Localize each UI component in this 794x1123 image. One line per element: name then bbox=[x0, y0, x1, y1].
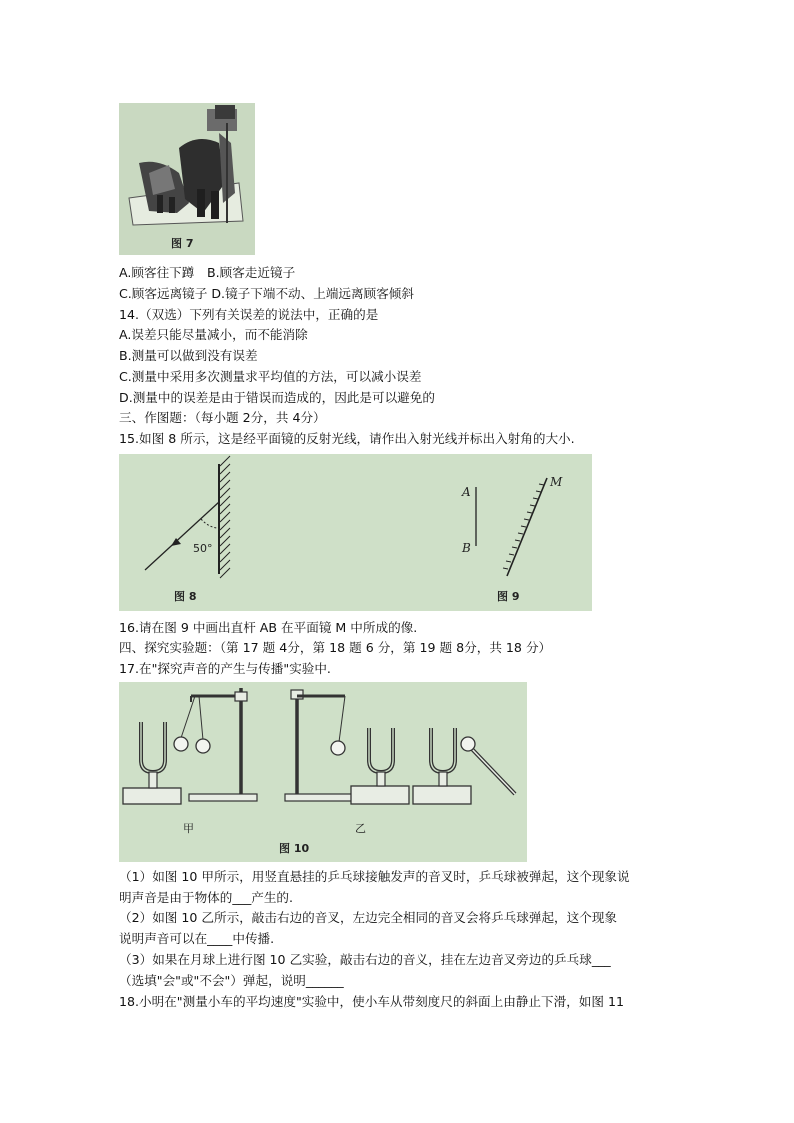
figure-7-caption: 图 7 bbox=[171, 237, 194, 250]
figure-10-label-yi: 乙 bbox=[355, 822, 366, 835]
figure-8-caption: 图 8 bbox=[174, 590, 197, 603]
figure-10-right-stand bbox=[285, 690, 353, 801]
figure-10-left-fork bbox=[123, 722, 181, 804]
figure-8-mirror bbox=[219, 456, 230, 578]
section-3-heading: 三、作图题：（每小题 2分，共 4分） bbox=[119, 410, 326, 425]
q17-part1-line1: （1）如图 10 甲所示，用竖直悬挂的乒乓球接触发声的音叉时，乒乓球被弹起，这个现象说 bbox=[119, 869, 630, 884]
q17-part2-line2: 说明声音可以在____中传播. bbox=[119, 931, 275, 946]
q14-option-b: B.测量可以做到没有误差 bbox=[119, 348, 258, 363]
q17-part3-line2: （选填"会"或"不会"）弹起，说明______ bbox=[119, 973, 344, 988]
figure-9-caption: 图 9 bbox=[497, 590, 520, 603]
figure-10-caption: 图 10 bbox=[279, 842, 310, 855]
q14-option-d: D.测量中的误差是由于错误而造成的，因此是可以避免的 bbox=[119, 390, 435, 405]
q14-option-a: A.误差只能尽量减小，而不能消除 bbox=[119, 327, 308, 342]
figure-8-angle-label: 50° bbox=[193, 542, 213, 555]
figure-10-middle-fork bbox=[351, 728, 409, 804]
q17-part2-line1: （2）如图 10 乙所示，敲击右边的音叉，左边完全相同的音叉会将乒乓球弹起，这个现象 bbox=[119, 910, 618, 925]
q15-stem: 15.如图 8 所示，这是经平面镜的反射光线，请作出入射光线并标出入射角的大小. bbox=[119, 431, 575, 446]
figure-9-label-b: B bbox=[462, 541, 471, 555]
figure-10 bbox=[119, 682, 527, 862]
figure-10-label-jia: 甲 bbox=[183, 822, 194, 835]
figure-7 bbox=[119, 103, 255, 255]
figure-10-left-stand bbox=[174, 688, 257, 801]
figure-8-9 bbox=[119, 454, 592, 611]
section-4-heading: 四、探究实验题：（第 17 题 4分，第 18 题 6 分，第 19 题 8分，共 18 分） bbox=[119, 640, 552, 655]
figure-9-mirror-m bbox=[503, 478, 547, 576]
figure-9-label-a: A bbox=[462, 485, 471, 499]
q14-stem: 14.（双选）下列有关误差的说法中，正确的是 bbox=[119, 307, 379, 322]
figure-9-label-m: M bbox=[550, 475, 563, 489]
q17-part3-line1: （3）如果在月球上进行图 10 乙实验，敲击右边的音义，挂在左边音叉旁边的乒乓球___ bbox=[119, 952, 611, 967]
q14-option-c: C.测量中采用多次测量求平均值的方法，可以减小误差 bbox=[119, 369, 422, 384]
q18-stem: 18.小明在"测量小车的平均速度"实验中，使小车从带刻度尺的斜面上由静止下滑，如图 11 bbox=[119, 994, 625, 1009]
q13-options-ab: A.顾客往下蹲 B.顾客走近镜子 bbox=[119, 265, 296, 280]
figure-7-photo bbox=[119, 103, 255, 255]
q16-stem: 16.请在图 9 中画出直杆 AB 在平面镜 M 中所成的像. bbox=[119, 620, 418, 635]
figure-8-reflected-ray bbox=[145, 502, 219, 570]
q17-part1-line2: 明声音是由于物体的___产生的. bbox=[119, 890, 294, 905]
q13-options-cd: C.顾客远离镜子 D.镜子下端不动、上端远离顾客倾斜 bbox=[119, 286, 414, 301]
q17-stem: 17.在"探究声音的产生与传播"实验中. bbox=[119, 661, 331, 676]
